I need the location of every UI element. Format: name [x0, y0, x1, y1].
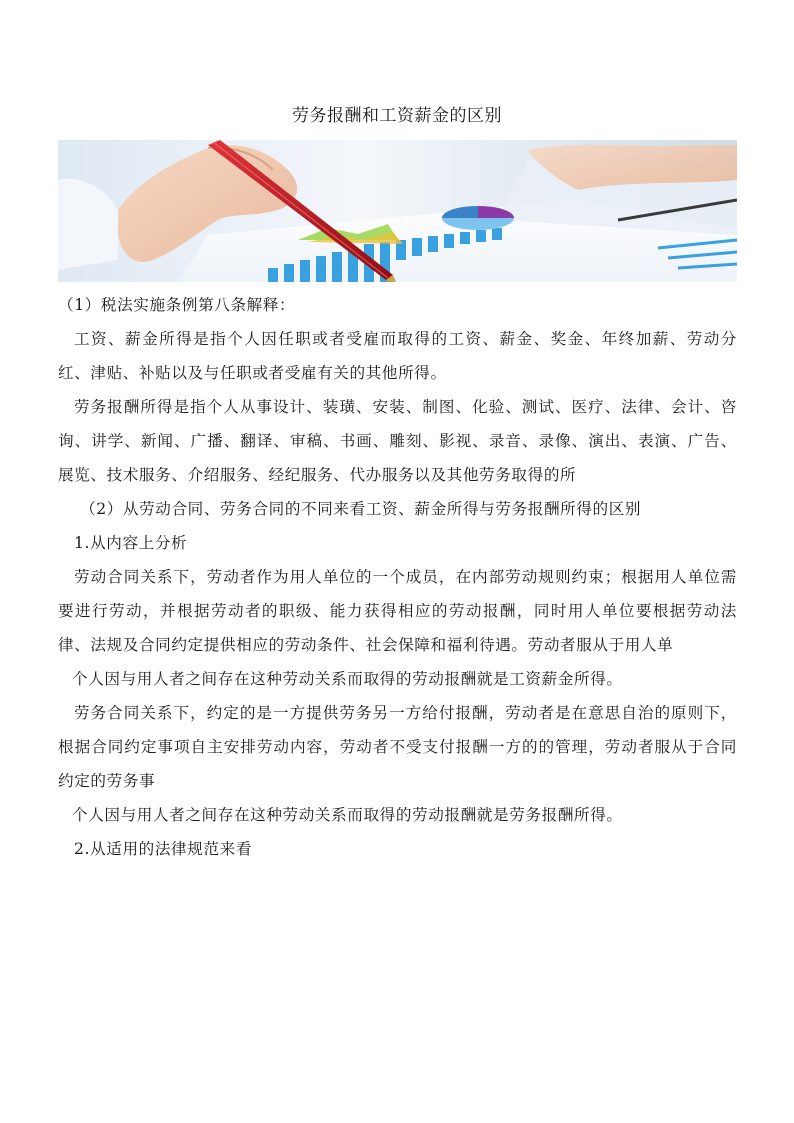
- paragraph-service-contract: 劳务合同关系下，约定的是一方提供劳务另一方给付报酬，劳动者是在意思自治的原则下，根据合同约定事项自主安排劳动内容，劳动者不受支付报酬一方的的管理，劳动者服从于合同约定的劳务事: [58, 704, 737, 790]
- subheading-legal-norms: 2.从适用的法律规范来看: [74, 840, 253, 858]
- paragraph-service-income: 个人因与用人者之间存在这种劳动关系而取得的劳动报酬就是劳务报酬所得。: [72, 806, 623, 824]
- paragraph-wage-definition: 工资、薪金所得是指个人因任职或者受雇而取得的工资、薪金、奖金、年终加薪、劳动分红、津贴、补贴以及与任职或者受雇有关的其他所得。: [58, 330, 737, 382]
- subheading-content-analysis: 1.从内容上分析: [74, 534, 188, 552]
- paragraph-labor-remuneration-definition: 劳务报酬所得是指个人从事设计、装璜、安装、制图、化验、测试、医疗、法律、会计、咨询、讲学、新闻、广播、翻译、审稿、书画、雕刻、影视、录音、录像、演出、表演、广告、展览、技术服务、介绍服务、经纪服务、代办服务以及其他劳务取得的所: [58, 398, 737, 484]
- document-title: 劳务报酬和工资薪金的区别: [292, 106, 502, 126]
- header-photo-hand-with-pen-over-charts: [58, 140, 737, 282]
- section-heading-2: （2）从劳动合同、劳务合同的不同来看工资、薪金所得与劳务报酬所得的区别: [80, 500, 642, 518]
- section-heading-1: （1）税法实施条例第八条解释：: [58, 296, 296, 314]
- paragraph-labor-contract: 劳动合同关系下，劳动者作为用人单位的一个成员，在内部劳动规则约束；根据用人单位需要进行劳动，并根据劳动者的职级、能力获得相应的劳动报酬，同时用人单位要根据劳动法律、法规及合同约定提供相应的劳动条件、社会保障和福利待遇。劳动者服从于用人单: [58, 568, 737, 654]
- document-body: [58, 288, 737, 866]
- paragraph-wage-income: 个人因与用人者之间存在这种劳动关系而取得的劳动报酬就是工资薪金所得。: [72, 670, 623, 688]
